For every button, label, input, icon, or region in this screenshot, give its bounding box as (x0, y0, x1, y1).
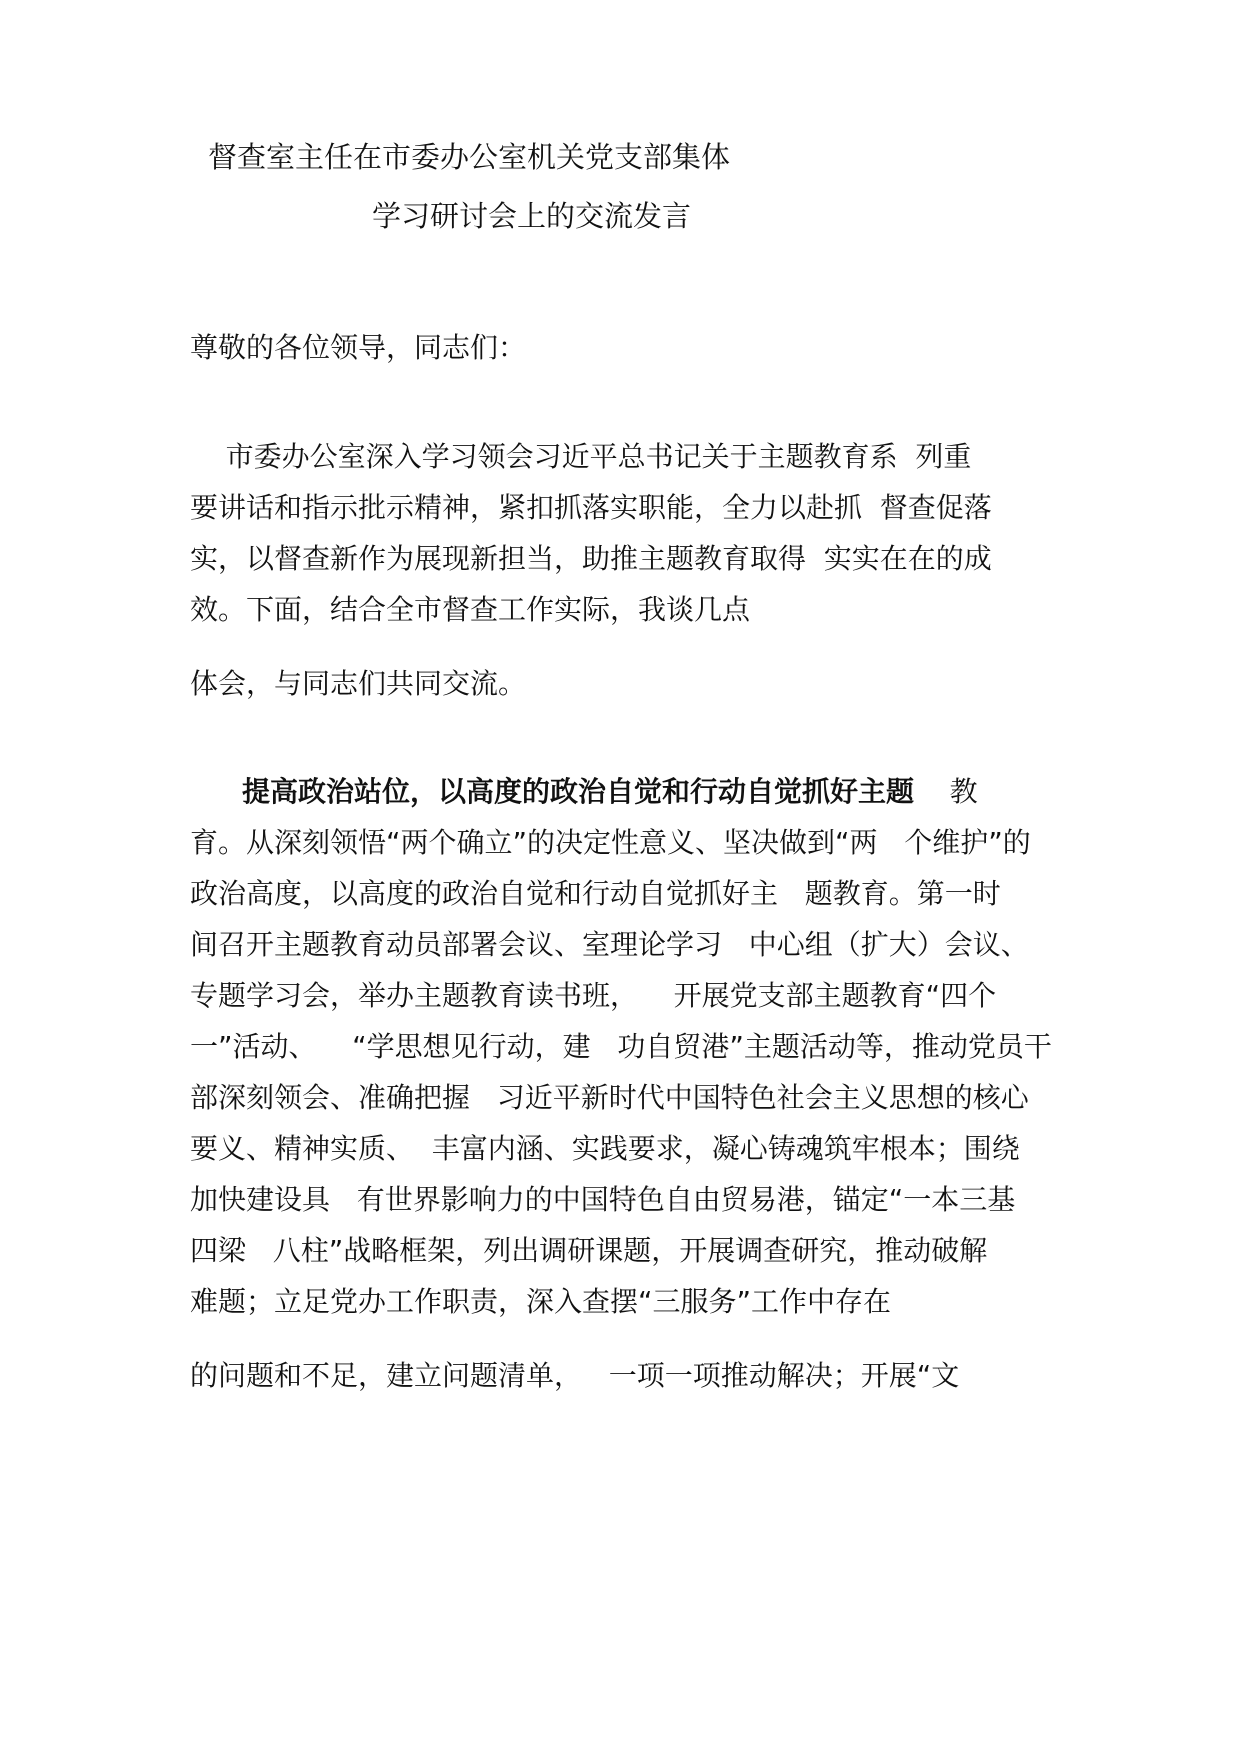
paragraph-line: 效。下面，结合全市督查工作实际，我谈几点 (190, 593, 751, 626)
document-title-line1: 督查室主任在市委办公室机关党支部集体 (208, 140, 731, 174)
paragraph-line: 一”活动、 “学思想见行动，建 功自贸港”主题活动等，推动党员干 (190, 1030, 1052, 1063)
paragraph-line: 加快建设具 有世界影响力的中国特色自由贸易港，锚定“一本三基 (190, 1183, 1016, 1216)
section-heading-tail: 教 (914, 775, 978, 808)
paragraph-line: 实，以督查新作为展现新担当，助推主题教育取得 实实在在的成 (190, 542, 992, 575)
greeting: 尊敬的各位领导，同志们： (190, 331, 527, 364)
paragraph-line: 部深刻领会、准确把握 习近平新时代中国特色社会主义思想的核心 (190, 1081, 1029, 1114)
section-heading: 提高政治站位，以高度的政治自觉和行动自觉抓好主题 (242, 775, 915, 808)
paragraph-line: 要讲话和指示批示精神，紧扣抓落实职能，全力以赴抓 督查促落 (190, 491, 992, 524)
paragraph-line: 育。从深刻领悟“两个确立”的决定性意义、坚决做到“两 个维护”的 (190, 826, 1031, 859)
section-heading-line (242, 772, 978, 812)
paragraph-line: 要义、精神实质、 丰富内涵、实践要求，凝心铸魂筑牢根本；围绕 (190, 1132, 1020, 1165)
document-title-line2: 学习研讨会上的交流发言 (372, 199, 692, 233)
paragraph-line: 的问题和不足，建立问题清单， 一项一项推动解决；开展“文 (190, 1359, 960, 1392)
paragraph-line: 政治高度，以高度的政治自觉和行动自觉抓好主 题教育。第一时 (190, 877, 1001, 910)
paragraph-line: 难题；立足党办工作职责，深入查摆“三服务”工作中存在 (190, 1285, 892, 1318)
paragraph-line: 专题学习会，举办主题教育读书班， 开展党支部主题教育“四个 (190, 979, 997, 1012)
paragraph-line: 间召开主题教育动员部署会议、室理论学习 中心组（扩大）会议、 (190, 928, 1029, 961)
paragraph-line: 体会，与同志们共同交流。 (190, 667, 527, 700)
paragraph-line: 四梁 八柱”战略框架，列出调研课题，开展调查研究，推动破解 (190, 1234, 988, 1267)
paragraph-line: 市委办公室深入学习领会习近平总书记关于主题教育系 列重 (190, 440, 972, 473)
